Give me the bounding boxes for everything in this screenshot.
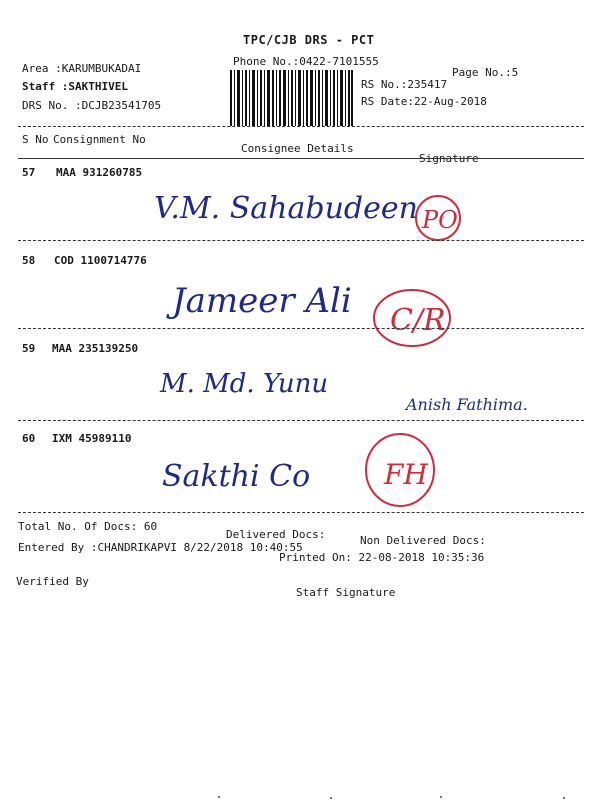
scan-speck [440,796,442,798]
entered-by: Entered By :CHANDRIKAPVI 8/22/2018 10:40:55 [18,541,303,554]
barcode-image [230,70,353,126]
handwritten-signature [404,388,544,422]
svg-text:FH: FH [384,458,428,491]
svg-text:Anish Fathima.: Anish Fathima. [406,395,528,414]
col-header-consignee: Consignee Details [241,142,354,155]
printed-on: Printed On: 22-08-2018 10:35:36 [279,551,485,564]
row-consignment-no: MAA 931260785 [56,166,143,179]
col-header-signature: Signature [419,152,479,165]
row-consignment-no: COD 1100714776 [54,254,147,267]
page-number: Page No.:5 [452,66,519,79]
red-stamp [358,430,448,520]
scan-speck [330,797,332,799]
row-sno: 58 [22,254,36,267]
svg-text:M. Md. Yunu: M. Md. Yunu [160,369,329,399]
divider [18,328,584,329]
divider [18,420,584,421]
red-stamp [408,186,468,246]
rs-number: RS No.:235417 [361,78,448,91]
row-consignment-no: IXM 45989110 [52,432,132,445]
row-consignment-no: MAA 235139250 [52,342,139,355]
rs-date: RS Date:22-Aug-2018 [361,95,487,108]
svg-text:C/R: C/R [390,303,446,338]
phone-number: Phone No.:0422-7101555 [233,55,379,68]
scan-speck [218,796,220,798]
handwritten-consignee [150,182,418,232]
svg-text:Sakthi Co: Sakthi Co [162,459,311,494]
red-stamp [368,284,458,354]
staff-signature-label: Staff Signature [296,586,396,599]
divider [18,126,584,127]
area-label: Area :KARUMBUKADAI [22,62,142,75]
divider [18,158,584,159]
non-delivered-docs: Non Delivered Docs: [360,534,486,547]
verified-by: Verified By [16,575,89,588]
total-docs: Total No. Of Docs: 60 [18,520,158,533]
row-sno: 59 [22,342,36,355]
svg-text:PO: PO [422,206,458,234]
divider [18,240,584,241]
handwritten-consignee [156,360,329,406]
divider [18,512,584,513]
row-sno: 60 [22,432,36,445]
row-sno: 57 [22,166,36,179]
staff-label: Staff :SAKTHIVEL [22,80,128,93]
handwritten-consignee [158,448,328,500]
handwritten-consignee [168,268,368,332]
col-header-sno: S No [22,133,49,146]
svg-text:Jameer Ali: Jameer Ali [172,281,352,321]
delivered-docs: Delivered Docs: [226,528,326,541]
document-title: TPC/CJB DRS - PCT [243,33,375,47]
drs-number: DRS No. :DCJB23541705 [22,99,162,112]
scan-speck [563,797,565,799]
col-header-consignment: Consignment No [53,133,146,146]
svg-text:V.M. Sahabudeen: V.M. Sahabudeen [154,191,418,226]
